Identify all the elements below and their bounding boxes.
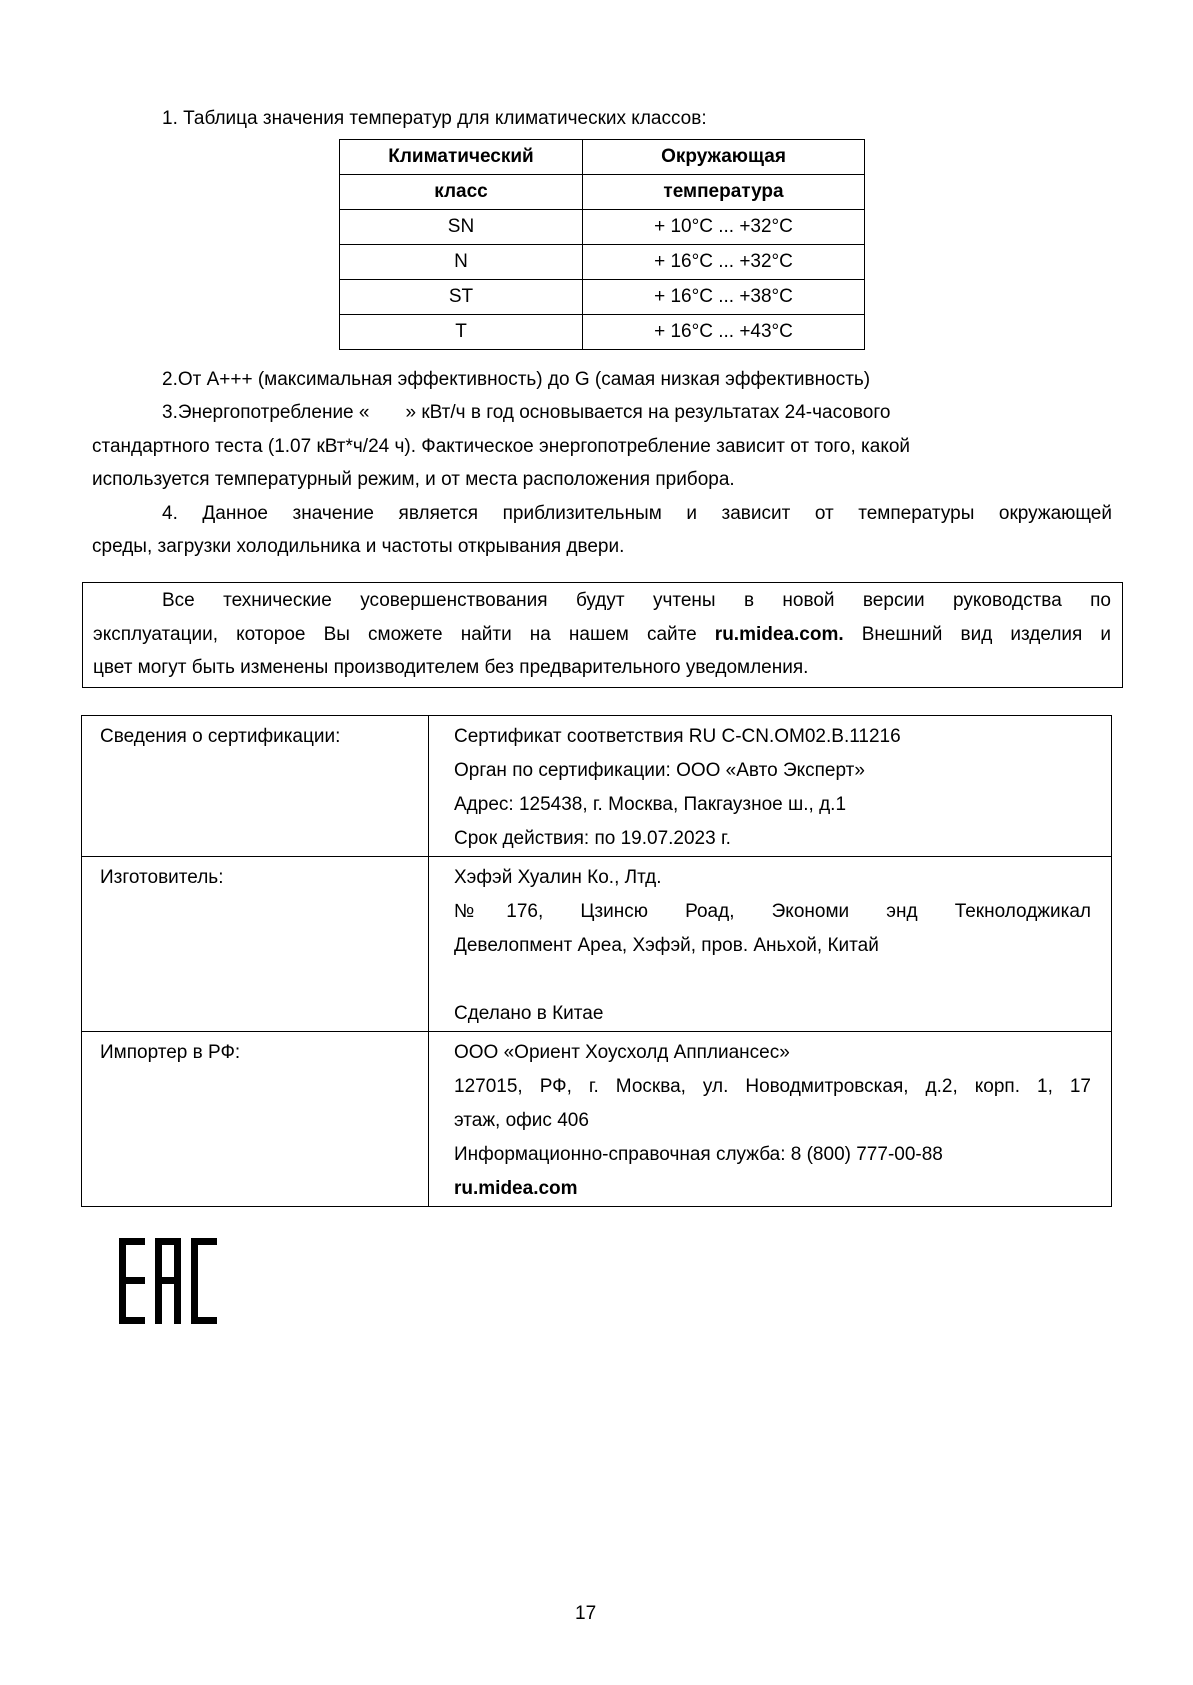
table-row	[340, 245, 865, 280]
note-3-line1	[162, 401, 890, 425]
note-3-line2: стандартного теста (1.07 кВт*ч/24 ч). Фактическое энергопотребление зависит от того, какой	[92, 436, 911, 457]
note-4-line2: среды, загрузки холодильника и частоты открывания двери.	[92, 536, 625, 557]
table-row	[340, 315, 865, 350]
header-class-line1: Климатический	[340, 140, 583, 175]
cert-value: Сертификат соответствия RU С-CN.ОМ02.В.11216 Орган по сертификации: ООО «Авто Эксперт» Адрес: 125438, г. Москва, Пакгаузное ш., д.1 Срок действия: по 19.07.2023 г.	[429, 716, 1112, 857]
certification-info-table	[81, 715, 1112, 1207]
class-cell: N	[340, 245, 583, 280]
importer-row	[82, 1032, 1112, 1207]
class-cell: SN	[340, 210, 583, 245]
manufacturer-row	[82, 857, 1112, 1032]
note-3-line3: используется температурный режим, и от места расположения прибора.	[92, 469, 735, 490]
header-temp-line1: Окружающая	[583, 140, 865, 175]
temp-cell: + 16°C ... +43°C	[583, 315, 865, 350]
manufacturer-value: Хэфэй Хуалин Ко., Лтд. №176, Цзинсю Роад, Экономи энд Текнолоджикал Девелопмент Ареа, Хэфэй, пров. Аньхой, Китай Сделано в Китае	[429, 857, 1112, 1032]
header-temp-line2: температура	[583, 175, 865, 210]
notice-line2: эксплуатации, которое Вы сможете найти на нашем сайте ru.midea.com. Внешний вид изделия и	[93, 624, 1112, 645]
notice-line1: Все технические усовершенствования будут учтены в новой версии руководства по	[162, 590, 1111, 611]
climate-class-table	[339, 139, 865, 350]
cert-label: Сведения о сертификации:	[82, 716, 429, 857]
temp-cell: + 16°C ... +32°C	[583, 245, 865, 280]
temp-cell: + 10°C ... +32°C	[583, 210, 865, 245]
note-3-line1-end: » кВт/ч в год основывается на результатах 24-часового	[405, 402, 891, 423]
class-cell: ST	[340, 280, 583, 315]
table-caption: 1. Таблица значения температур для климатических классов:	[162, 108, 707, 129]
website-link[interactable]: ru.midea.com.	[714, 624, 844, 645]
note-3-line1-start: 3.Энергопотребление «	[162, 402, 370, 423]
eac-mark-icon	[119, 1238, 219, 1324]
importer-value: ООО «Ориент Хоусхолд Апплиансес» 127015, РФ, г. Москва, ул. Новодмитровская, д.2, корп. 1, 17 этаж, офис 406 Информационно-справочная служба: 8 (800) 777-00-88 ru.midea.com	[429, 1032, 1112, 1207]
header-class-line2: класс	[340, 175, 583, 210]
table-header-row-1	[340, 140, 865, 175]
notice-box	[82, 582, 1123, 688]
manufacturer-label: Изготовитель:	[82, 857, 429, 1032]
note-4-line1: 4. Данное значение является приблизительным и зависит от температуры окружающей	[162, 503, 1112, 524]
table-header-row-2	[340, 175, 865, 210]
note-2: 2.От А+++ (максимальная эффективность) до G (самая низкая эффективность)	[162, 369, 871, 390]
importer-label: Импортер в РФ:	[82, 1032, 429, 1207]
cert-row	[82, 716, 1112, 857]
class-cell: T	[340, 315, 583, 350]
temp-cell: + 16°C ... +38°C	[583, 280, 865, 315]
page-number: 17	[575, 1603, 597, 1624]
table-row	[340, 280, 865, 315]
table-row	[340, 210, 865, 245]
importer-website-link[interactable]: ru.midea.com	[454, 1178, 578, 1199]
notice-line3: цвет могут быть изменены производителем без предварительного уведомления.	[93, 657, 809, 678]
